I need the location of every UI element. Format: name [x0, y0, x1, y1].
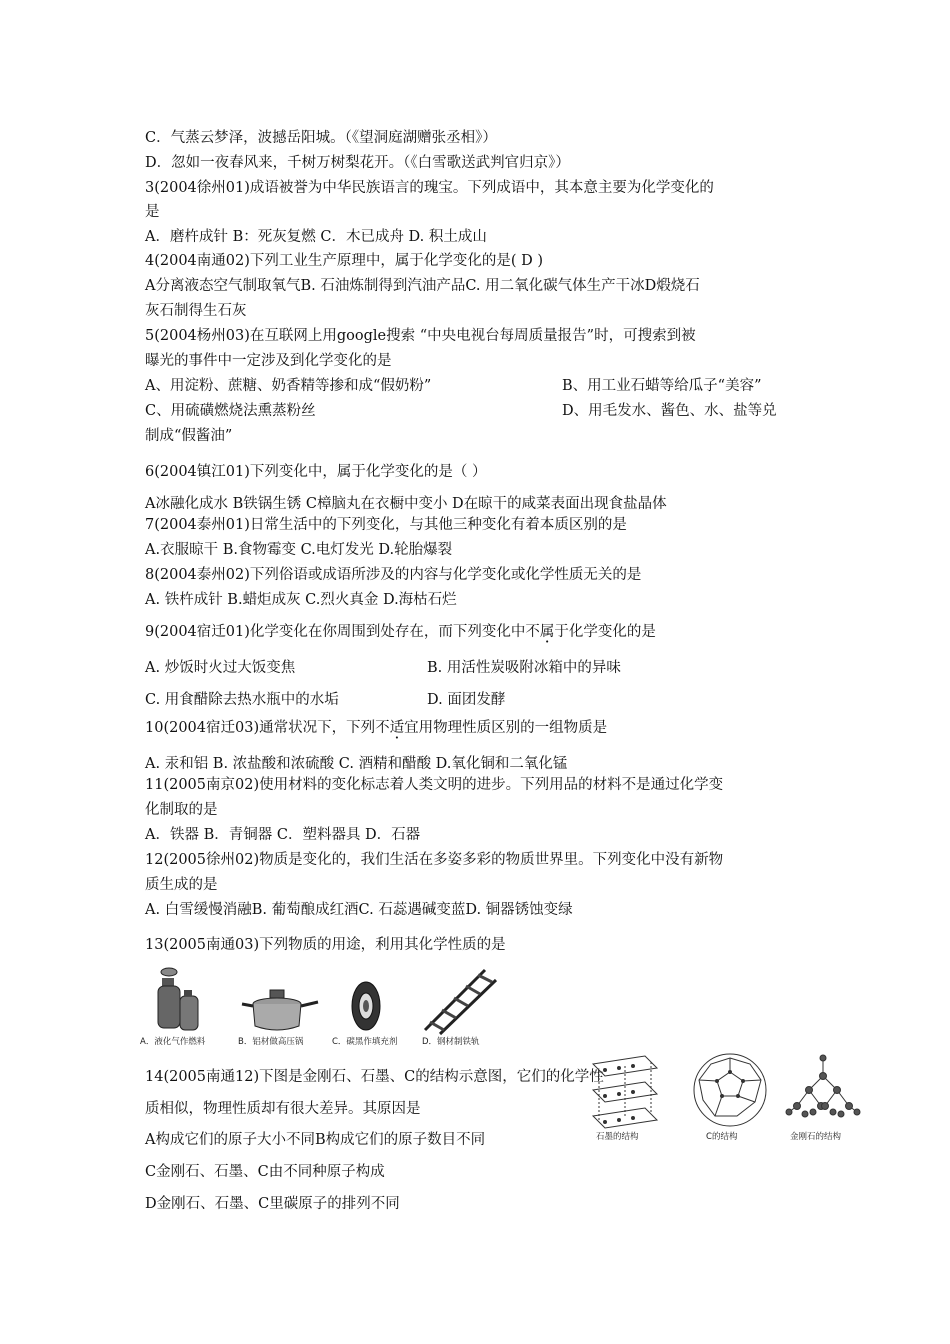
- question-9-option-d: D. 面团发酵: [427, 692, 506, 708]
- question-9-emphasis: 不属于: [525, 624, 569, 640]
- question-5-line1: 5(2004杨州03)在互联网上用google搜索 “中央电视台每周质量报告”时，可搜索到被: [145, 328, 696, 344]
- gas-cylinder-icon: [158, 968, 198, 1030]
- question-5-option-d: D、用毛发水、酱色、水、盐等兑: [562, 403, 777, 419]
- option-c-text-pre: C金刚石、石墨、C: [145, 1164, 269, 1180]
- figure-14-caption-graphite: 石墨的结构: [596, 1132, 639, 1142]
- question-14-text-pre: 14(2005南通12)下图是金刚石、石墨、C: [145, 1069, 416, 1085]
- option-c-line: C．气蒸云梦泽，波撼岳阳城。（《望洞庭湖赠张丞相》）: [145, 130, 497, 146]
- question-11-line1: 11(2005南京02)使用材料的变化标志着人类文明的进步。下列用品的材料不是通过化学变: [145, 777, 724, 793]
- figure-14-caption-diamond: 金刚石的结构: [790, 1132, 842, 1142]
- c60-structure-icon: [694, 1054, 766, 1126]
- option-c-text-post: 由不同种原子构成: [268, 1164, 385, 1180]
- question-10-text-post: 用物理性质区别的一组物质是: [418, 720, 608, 736]
- question-4-line1: 4(2004南通02)下列工业生产原理中，属于化学变化的是( D ): [145, 253, 544, 269]
- question-13-line1: 13(2005南通03)下列物质的用途，利用其化学性质的是: [145, 937, 506, 953]
- figure-13-caption-c: C．碳黑作填充剂: [332, 1037, 398, 1047]
- question-3-options: A．磨杵成针 B：死灰复燃 C．木已成舟 D. 积土成山: [145, 229, 487, 245]
- question-12-options: A. 白雪缓慢消融B. 葡萄酿成红酒C. 石蕊遇碱变蓝D. 铜器锈蚀变绿: [145, 902, 573, 918]
- question-11-options: A．铁器 B．青铜器 C．塑料器具 D．石器: [145, 827, 421, 843]
- diamond-structure-icon: [786, 1055, 860, 1117]
- question-11-line2: 化制取的是: [145, 802, 218, 818]
- question-6-line1: 6(2004镇江01)下列变化中，属于化学变化的是（ ）: [145, 464, 487, 480]
- question-12-line2: 质生成的是: [145, 877, 218, 893]
- c60-caption-text: 的结构: [711, 1132, 738, 1142]
- question-8-line1: 8(2004泰州02)下列俗语或成语所涉及的内容与化学变化或化学性质无关的是: [145, 567, 642, 583]
- question-5-line2: 曝光的事件中一定涉及到化学变化的是: [145, 353, 392, 369]
- option-d-line: D．忽如一夜春风来，千树万树梨花开。（《白雪歌送武判官归京》）: [145, 155, 570, 171]
- figure-13-caption-a: A．液化气作燃料: [140, 1037, 206, 1047]
- question-5-option-a: A、用淀粉、蔗糖、奶香精等掺和成“假奶粉”: [145, 378, 432, 394]
- question-14-option-c: [145, 1162, 385, 1186]
- question-14-option-ab: A构成它们的原子大小不同B构成它们的原子数目不同: [145, 1132, 486, 1148]
- question-10-emphasis: 不适宜: [375, 720, 419, 736]
- question-7-options: A.衣服晾干 B.食物霉变 C.电灯发光 D.轮胎爆裂: [145, 542, 453, 558]
- c60-label: C: [706, 1132, 712, 1142]
- figure-14-caption-c60: [706, 1130, 737, 1144]
- question-14-option-d: [145, 1194, 400, 1218]
- question-12-line1: 12(2005徐州02)物质是变化的，我们生活在多姿多彩的物质世界里。下列变化中没有新物: [145, 852, 724, 868]
- tire-icon: [352, 982, 380, 1030]
- question-8-options: A. 铁杵成针 B.蜡炬成灰 C.烈火真金 D.海枯石烂: [145, 592, 457, 608]
- question-4-line3: 灰石制得生石灰: [145, 303, 247, 319]
- question-10-options: A. 汞和铝 B. 浓盐酸和浓硫酸 C. 酒精和醋酸 D.氧化铜和二氧化锰: [145, 756, 568, 772]
- figure-13-caption-d: D．钢材制铁轨: [422, 1037, 480, 1047]
- question-9-line1: [145, 622, 656, 642]
- question-9-text-pre: 9(2004宿迁01)化学变化在你周围到处存在，而下列变化中: [145, 624, 526, 640]
- question-10-line1: [145, 718, 607, 738]
- question-9-option-c: C. 用食醋除去热水瓶中的水垢: [145, 692, 339, 708]
- question-9-option-a: A. 炒饭时火过大饭变焦: [145, 660, 296, 676]
- question-5-option-b: B、用工业石蜡等给瓜子“美容”: [562, 378, 762, 394]
- question-14-text-post: 的结构示意图，它们的化学性: [415, 1069, 604, 1085]
- question-3-line2: 是: [145, 204, 160, 220]
- pressure-cooker-icon: [242, 990, 318, 1030]
- figure-13-caption-b: B．铝材做高压锅: [238, 1037, 304, 1047]
- question-14-line1: [145, 1067, 604, 1091]
- graphite-structure-icon: [593, 1056, 657, 1128]
- question-5-option-c: C、用硫磺燃烧法熏蒸粉丝: [145, 403, 316, 419]
- question-7-line1: 7(2004泰州01)日常生活中的下列变化，与其他三种变化有着本质区别的是: [145, 517, 627, 533]
- rail-track-icon: [425, 970, 496, 1034]
- question-14-figure: [585, 1050, 870, 1130]
- question-14-line2: 质相似，物理性质却有很大差异。其原因是: [145, 1101, 421, 1117]
- question-4-options: A分离液态空气制取氧气B. 石油炼制得到汽油产品C. 用二氧化碳气体生产干冰D煅烧石: [145, 278, 700, 294]
- question-3-line1: 3(2004徐州01)成语被誉为中华民族语言的瑰宝。下列成语中，其本意主要为化学变化的: [145, 180, 714, 196]
- option-d-text-post: 里碳原子的排列不同: [269, 1196, 400, 1212]
- question-9-option-b: B. 用活性炭吸附冰箱中的异味: [427, 660, 621, 676]
- question-9-text-post: 化学变化的是: [568, 624, 656, 640]
- question-6-options: A冰融化成水 B铁锅生锈 C樟脑丸在衣橱中变小 D在晾干的咸菜表面出现食盐晶体: [145, 496, 667, 512]
- question-10-text-pre: 10(2004宿迁03)通常状况下，下列: [145, 720, 376, 736]
- option-d-text-pre: D金刚石、石墨、C: [145, 1196, 270, 1212]
- question-5-line5: 制成“假酱油”: [145, 428, 233, 444]
